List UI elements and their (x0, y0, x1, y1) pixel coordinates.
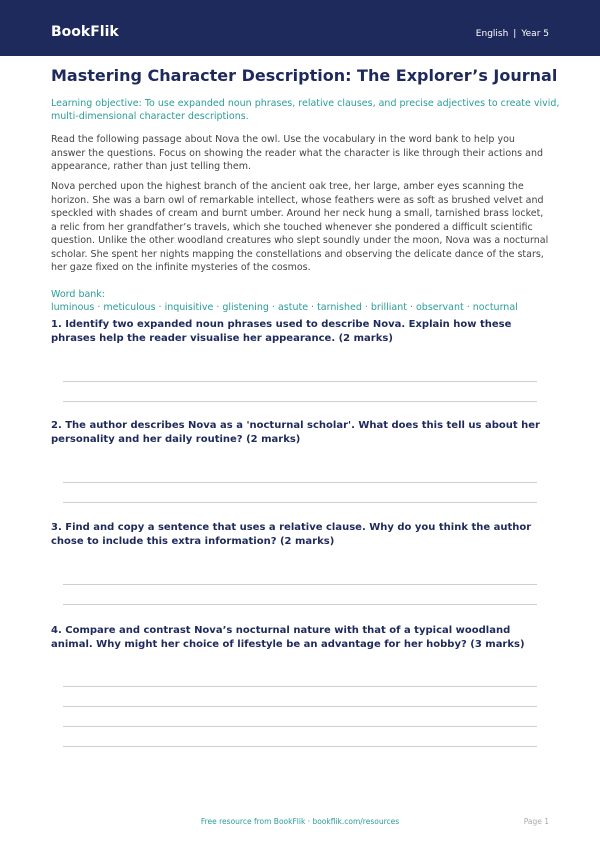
page-title: Mastering Character Description: The Explorer’s Journal (51, 66, 558, 85)
question-3: 3. Find and copy a sentence that uses a relative clause. Why do you think the author chose to include this extra information? (2 marks) (51, 522, 532, 547)
answer-line[interactable] (63, 584, 537, 585)
answer-line[interactable] (63, 381, 537, 382)
answer-line[interactable] (63, 686, 537, 687)
answer-line[interactable] (63, 502, 537, 503)
answer-line[interactable] (63, 726, 537, 727)
answer-line[interactable] (63, 604, 537, 605)
meta-separator: | (513, 29, 517, 39)
footer-credit[interactable]: Free resource from BookFlik · bookflik.com/resources (200, 817, 400, 826)
word-bank-word: inquisitive (164, 302, 214, 313)
question-4: 4. Compare and contrast Nova’s nocturnal nature with that of a typical woodland animal. Why might her choice of lifestyle be an advantage for her hobby? (3 marks) (51, 625, 525, 650)
word-bank-word: luminous (51, 302, 95, 313)
word-bank-word: astute (277, 302, 309, 313)
word-bank-word: tarnished (317, 302, 362, 313)
word-bank-word: nocturnal (472, 302, 518, 313)
answer-line[interactable] (63, 746, 537, 747)
page-header (0, 0, 600, 56)
answer-line[interactable] (63, 706, 537, 707)
answer-line[interactable] (63, 482, 537, 483)
word-bank-word: brilliant (370, 302, 407, 313)
question-1: 1. Identify two expanded noun phrases used to describe Nova. Explain how these phrases help the reader visualise her appearance. (2 marks) (51, 319, 512, 344)
instructions: Read the following passage about Nova the owl. Use the vocabulary in the word bank to help you answer the questions. Focus on showing the reader what the character is like through their actions and appearance, rather than just telling them. (51, 134, 543, 172)
reading-passage: Nova perched upon the highest branch of the ancient oak tree, her large, amber eyes scanning the horizon. She was a barn owl of remarkable intellect, whose feathers were as soft as brushed velvet and speckled with shades of cream and burnt umber. Around her neck hung a small, tarnished brass locket, a relic from her grandfather’s travels, which she touched whenever she pondered a difficult scientific question. Unlike the other woodland creatures who slept soundly under the moon, Nova was a nocturnal scholar. She spent her nights mapping the constellations and observing the delicate dance of the stars, her gaze fixed on the infinite mysteries of the cosmos. (51, 181, 549, 273)
subject-label: English (475, 29, 509, 39)
page-number: Page 1 (523, 817, 549, 826)
answer-line[interactable] (63, 401, 537, 402)
word-bank-word: meticulous (103, 302, 156, 313)
question-2: 2. The author describes Nova as a 'nocturnal scholar'. What does this tell us about her personality and her daily routine? (2 marks) (51, 420, 540, 445)
word-bank: Word bank: luminous · meticulous · inquisitive · glistening · astute · tarnished · brilliant · observant · nocturnal (51, 289, 518, 313)
year-label: Year 5 (521, 29, 549, 39)
brand-logo[interactable]: BookFlik (51, 24, 119, 40)
word-bank-label: Word bank: (51, 289, 106, 300)
learning-objective: Learning objective: To use expanded noun phrases, relative clauses, and precise adjectives to create vivid, multi-dimensional character descriptions. (51, 98, 560, 122)
word-bank-word: observant (416, 302, 464, 313)
header-meta (476, 28, 549, 40)
word-bank-word: glistening (222, 302, 269, 313)
